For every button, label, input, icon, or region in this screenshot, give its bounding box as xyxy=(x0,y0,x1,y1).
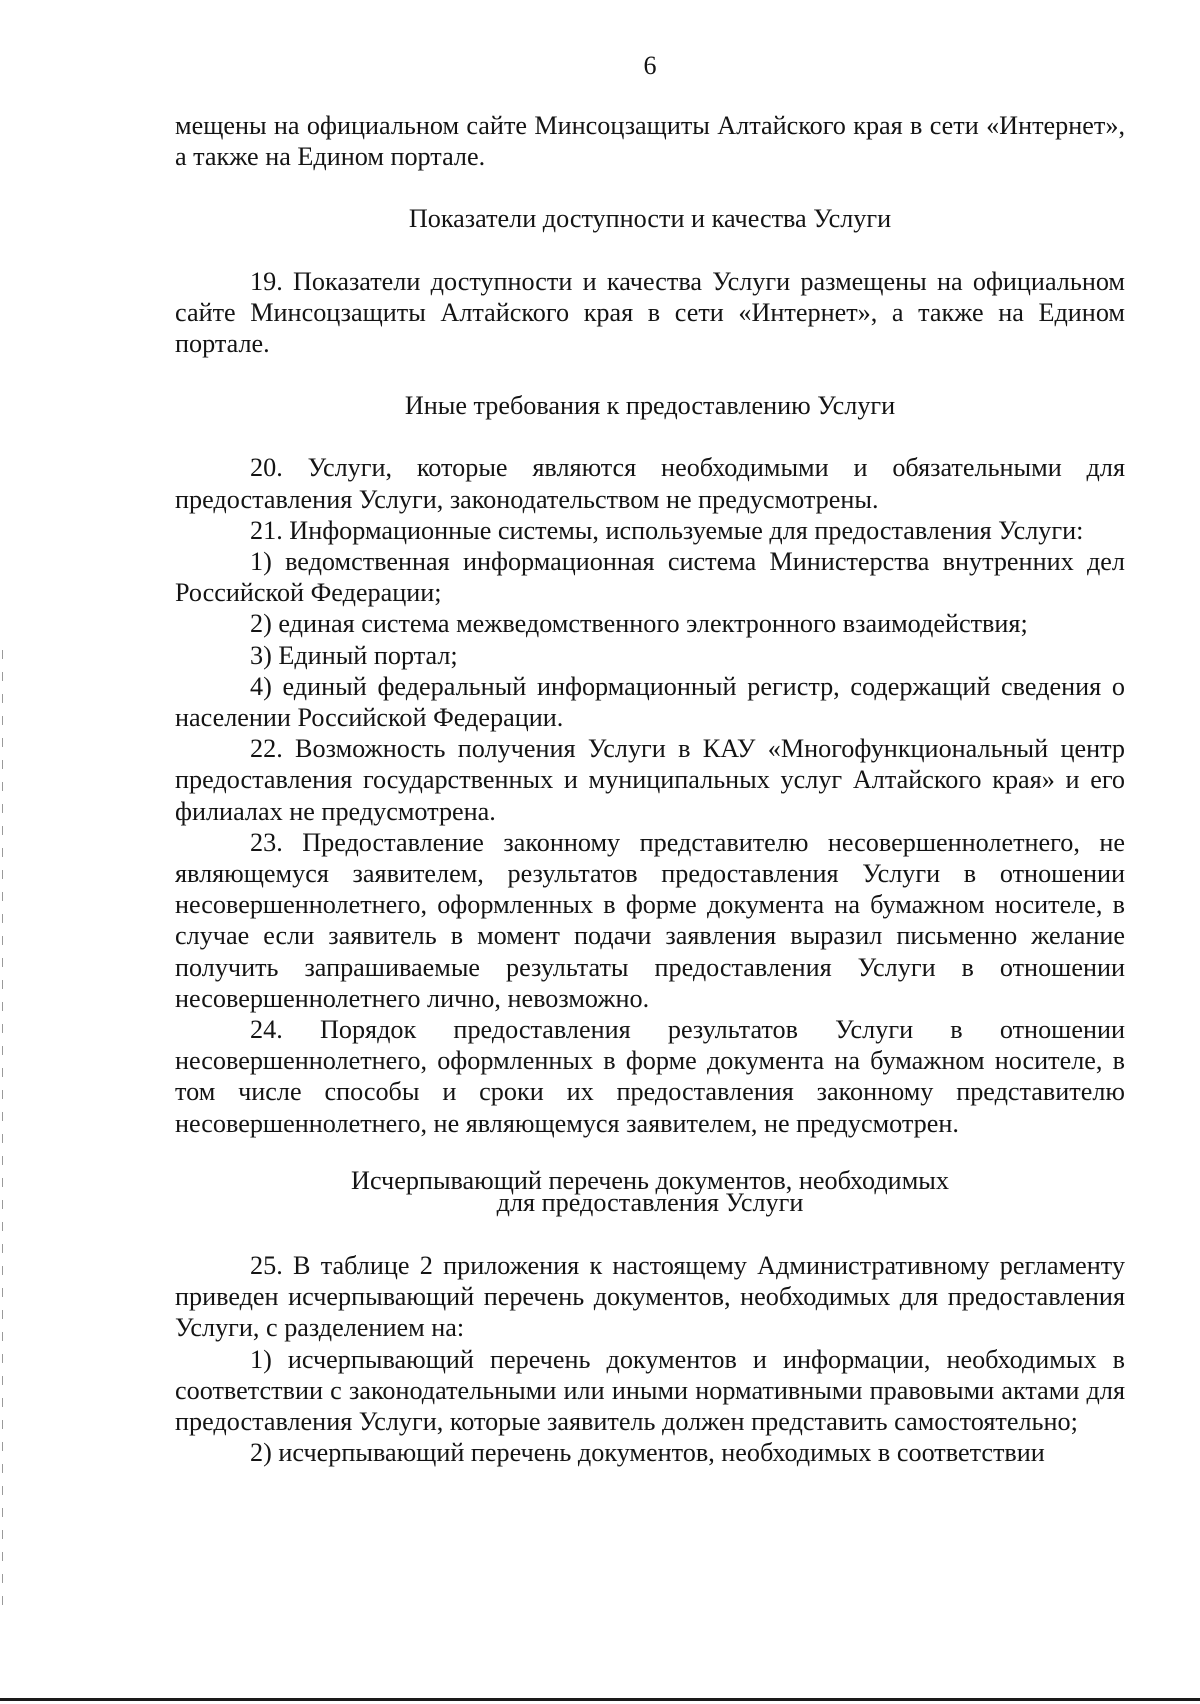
section-heading: Иные требования к предоставлению Услуги xyxy=(404,391,896,421)
list-item: 1) исчерпывающий перечень документов и информации, необходимых в соответствии с законодательными или иными нормативными правовыми актами для предоставления Услуги, которые заявитель должен представить самостоятельно; xyxy=(175,1344,1125,1436)
document-body xyxy=(175,110,1125,1468)
paragraph: 25. В таблице 2 приложения к настоящему Административному регламенту приведен исчерпывающий перечень документов, необходимых для предоставления Услуги, с разделением на: xyxy=(175,1250,1125,1343)
list-item: 1) ведомственная информационная система Министерства внутренних дел Российской Федерации; xyxy=(175,547,1125,608)
paragraph: мещены на официальном сайте Минсоцзащиты Алтайского края в сети «Интернет», а также на Едином портале. xyxy=(175,111,1125,172)
section-heading: Показатели доступности и качества Услуги xyxy=(408,204,892,234)
page-number: 6 xyxy=(643,51,657,80)
section-heading xyxy=(175,1165,1125,1217)
paragraph: 22. Возможность получения Услуги в КАУ «Многофункциональный центр предоставления государственных и муниципальных услуг Алтайского края» и его филиалах не предусмотрена. xyxy=(175,734,1125,826)
scan-edge-mark xyxy=(2,650,3,1610)
paragraph: 19. Показатели доступности и качества Услуги размещены на официальном сайте Минсоцзащиты Алтайского края в сети «Интернет», а также на Едином портале. xyxy=(175,266,1125,359)
paragraph: 24. Порядок предоставления результатов Услуги в отношении несовершеннолетнего, оформленных в форме документа на бумажном носителе, в том числе способы и сроки их предоставления законному представителю несовершеннолетнего, не являющемуся заявителем, не предусмотрен. xyxy=(175,1015,1125,1138)
section-heading-line: Исчерпывающий перечень документов, необходимых xyxy=(351,1165,949,1195)
list-item: 4) единый федеральный информационный регистр, содержащий сведения о населении Российской Федерации. xyxy=(175,671,1125,733)
paragraph: 21. Информационные системы, используемые для предоставления Услуги: xyxy=(250,515,1084,545)
section-heading-line: для предоставления Услуги xyxy=(496,1187,804,1217)
page-bottom-border xyxy=(0,1698,1200,1701)
list-item: 2) исчерпывающий перечень документов, необходимых в соответствии xyxy=(250,1438,1045,1468)
paragraph: 20. Услуги, которые являются необходимыми и обязательными для предоставления Услуги, законодательством не предусмотрены. xyxy=(175,453,1125,514)
list-item: 3) Единый портал; xyxy=(250,640,458,670)
paragraph: 23. Предоставление законному представителю несовершеннолетнего, не являющемуся заявителем, результатов предоставления Услуги в отношении несовершеннолетнего, оформленных в форме документа на бумажном носителе, в случае если заявитель в момент подачи заявления выразил письменно желание получить запрашиваемые результаты предоставления Услуги в отношении несовершеннолетнего лично, невозможно. xyxy=(175,827,1125,1013)
list-item: 2) единая система межведомственного электронного взаимодействия; xyxy=(250,609,1028,639)
